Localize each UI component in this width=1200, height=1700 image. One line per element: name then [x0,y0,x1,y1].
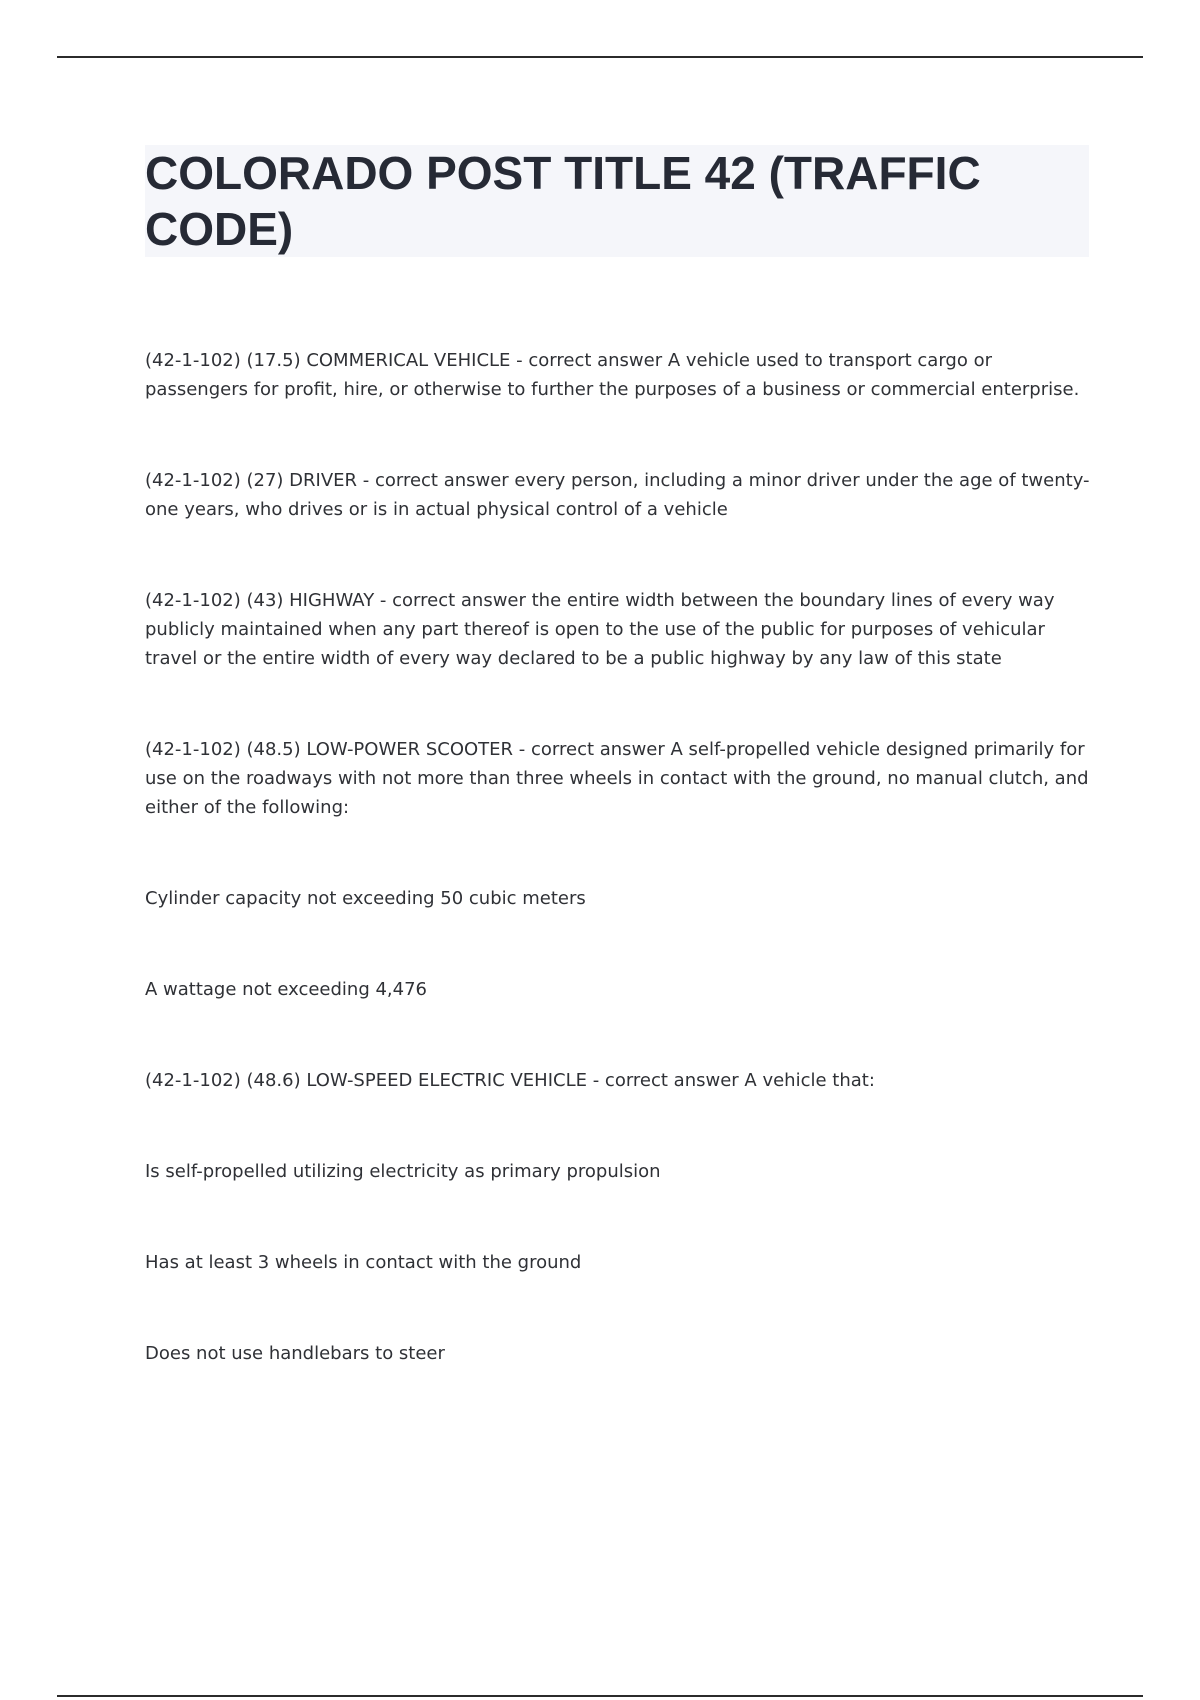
entry-wattage: A wattage not exceeding 4,476 [145,979,428,1000]
entry-highway: (42-1-102) (43) HIGHWAY - correct answer the entire width between the boundary lines of every way publicly maintained when any part thereof is open to the use of the public for purposes of vehicular travel or the entire width of every way declared to be a public highway by any law of this state [145,590,1055,669]
entry-low-speed-electric-vehicle: (42-1-102) (48.6) LOW-SPEED ELECTRIC VEHICLE - correct answer A vehicle that: [145,1070,875,1091]
document-title: COLORADO POST TITLE 42 (TRAFFIC CODE) [145,147,981,255]
entry-driver: (42-1-102) (27) DRIVER - correct answer every person, including a minor driver under the age of twenty-one years, who drives or is in actual physical control of a vehicle [145,470,1090,520]
entry-cylinder-capacity: Cylinder capacity not exceeding 50 cubic meters [145,888,586,909]
title-block [145,145,1089,257]
entry-low-power-scooter: (42-1-102) (48.5) LOW-POWER SCOOTER - correct answer A self-propelled vehicle designed primarily for use on the roadways with not more than three wheels in contact with the ground, no manual clutch, and either of the following: [145,739,1089,818]
entry-three-wheels: Has at least 3 wheels in contact with the ground [145,1252,582,1273]
bottom-divider [57,1695,1143,1697]
entry-self-propelled: Is self-propelled utilizing electricity as primary propulsion [145,1161,661,1182]
top-divider [57,56,1143,58]
entry-commercial-vehicle: (42-1-102) (17.5) COMMERICAL VEHICLE - correct answer A vehicle used to transport cargo or passengers for profit, hire, or otherwise to further the purposes of a business or commercial enterprise. [145,350,1080,400]
entry-no-handlebars: Does not use handlebars to steer [145,1343,445,1364]
